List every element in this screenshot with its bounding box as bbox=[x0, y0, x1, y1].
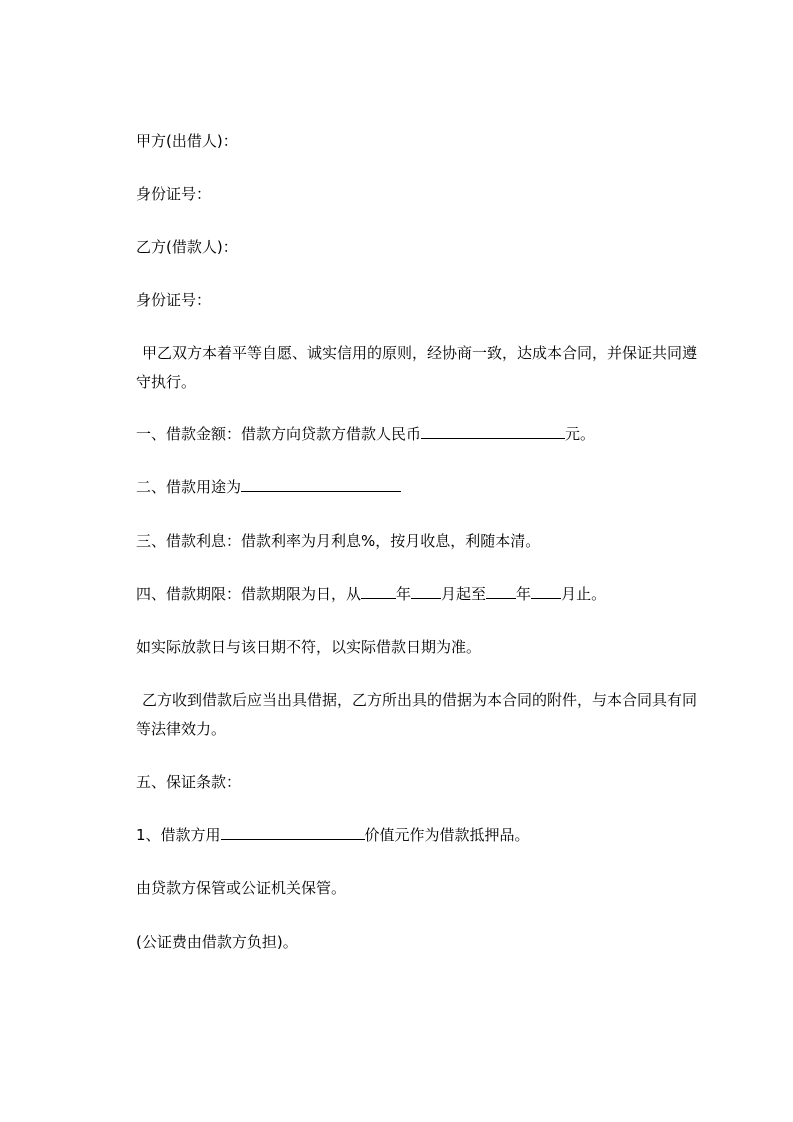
clause-3-interest: 三、借款利息：借款利率为月利息%，按月收息，利随本清。 bbox=[136, 532, 541, 550]
start-month-blank bbox=[411, 584, 441, 599]
clause-5-item-1-prefix: 1、借款方用 bbox=[136, 826, 221, 844]
clause-4-month-2: 月止。 bbox=[561, 585, 607, 603]
clause-4-month-1: 月起至 bbox=[441, 585, 487, 603]
clause-4-prefix: 四、借款期限：借款期限为日，从 bbox=[136, 585, 362, 603]
clause-4-year-1: 年 bbox=[396, 585, 412, 603]
clause-4-year-2: 年 bbox=[516, 585, 532, 603]
clause-5-title: 五、保证条款： bbox=[136, 773, 242, 791]
preamble-paragraph: 甲乙双方本着平等自愿、诚实信用的原则，经协商一致，达成本合同，并保证共同遵守执行。 bbox=[136, 344, 698, 391]
party-a-id-line: 身份证号： bbox=[136, 185, 212, 203]
notary-fee-line: (公证费由借款方负担)。 bbox=[136, 933, 298, 951]
clause-5-item-1 bbox=[136, 825, 706, 845]
custody-line: 由贷款方保管或公证机关保管。 bbox=[136, 879, 347, 897]
party-a-line: 甲方(出借人)： bbox=[136, 132, 238, 150]
start-year-blank bbox=[361, 584, 396, 599]
receipt-paragraph: 乙方收到借款后应当出具借据，乙方所出具的借据为本合同的附件，与本合同具有同等法律效力。 bbox=[136, 691, 698, 738]
purpose-blank bbox=[241, 477, 401, 492]
clause-1-suffix: 元。 bbox=[565, 425, 596, 443]
party-b-line: 乙方(借款人)： bbox=[136, 238, 238, 256]
party-b-id-line: 身份证号： bbox=[136, 291, 212, 309]
clause-2-purpose bbox=[136, 477, 706, 497]
clause-4-note: 如实际放款日与该日期不符，以实际借款日期为准。 bbox=[136, 638, 482, 656]
amount-blank bbox=[421, 424, 565, 439]
end-month-blank bbox=[531, 584, 561, 599]
collateral-blank bbox=[221, 825, 365, 840]
clause-2-prefix: 二、借款用途为 bbox=[136, 478, 242, 496]
clause-4-term bbox=[136, 584, 706, 604]
clause-5-item-1-suffix: 价值元作为借款抵押品。 bbox=[364, 826, 530, 844]
clause-1-prefix: 一、借款金额：借款方向贷款方借款人民币 bbox=[136, 425, 422, 443]
end-year-blank bbox=[486, 584, 516, 599]
clause-1-amount bbox=[136, 424, 706, 444]
